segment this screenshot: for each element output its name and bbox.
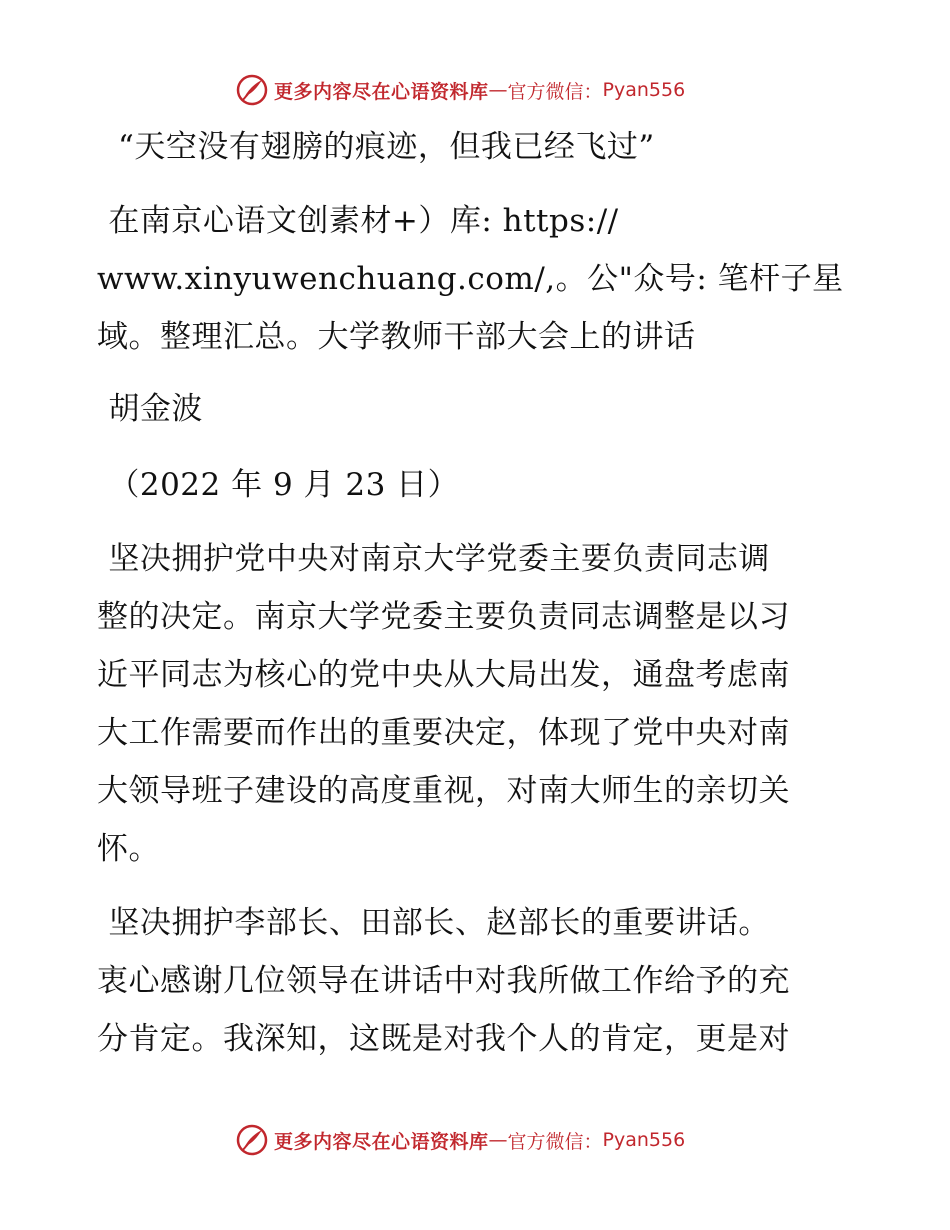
document-line: 分肯定。我深知，这既是对我个人的肯定，更是对 xyxy=(97,1021,790,1057)
document-line: 域。整理汇总。大学教师干部大会上的讲话 xyxy=(97,319,696,355)
document-line: 衷心感谢几位领导在讲话中对我所做工作给予的充 xyxy=(97,963,790,999)
document-line: 怀。 xyxy=(97,831,160,867)
document-line: 坚决拥护李部长、田部长、赵部长的重要讲话。 xyxy=(98,905,770,941)
document-line: 在南京心语文创素材+）库: https:// xyxy=(98,203,619,239)
document-line: 大工作需要而作出的重要决定，体现了党中央对南 xyxy=(97,715,790,751)
watermark-dash: — xyxy=(488,1129,508,1151)
document-line: 近平同志为核心的党中央从大局出发，通盘考虑南 xyxy=(97,657,790,693)
watermark-header xyxy=(236,72,685,108)
watermark-contact-label: 官方微信： xyxy=(507,1130,603,1153)
document-line: “天空没有翅膀的痕迹，但我已经飞过” xyxy=(118,129,655,165)
document-line: 胡金波 xyxy=(98,391,203,427)
watermark-text: 更多内容尽在心语资料库 xyxy=(274,1130,489,1153)
document-line: www.xinyuwenchuang.com/,。公"众号: 笔杆子星 xyxy=(97,261,844,297)
watermark-footer xyxy=(236,1122,685,1158)
feather-quill-logo-icon xyxy=(236,74,268,106)
watermark-contact-value: Pyan556 xyxy=(602,1129,686,1151)
document-line: 整的决定。南京大学党委主要负责同志调整是以习 xyxy=(97,599,790,635)
document-date: （2022 年 9 月 23 日） xyxy=(98,467,460,503)
document-line: 坚决拥护党中央对南京大学党委主要负责同志调 xyxy=(98,541,770,577)
feather-quill-logo-icon xyxy=(236,1124,268,1156)
watermark-contact-value: Pyan556 xyxy=(602,79,686,101)
watermark-dash: — xyxy=(488,79,508,101)
watermark-contact-label: 官方微信： xyxy=(507,80,603,103)
watermark-text: 更多内容尽在心语资料库 xyxy=(274,80,489,103)
document-line: 大领导班子建设的高度重视，对南大师生的亲切关 xyxy=(97,773,790,809)
